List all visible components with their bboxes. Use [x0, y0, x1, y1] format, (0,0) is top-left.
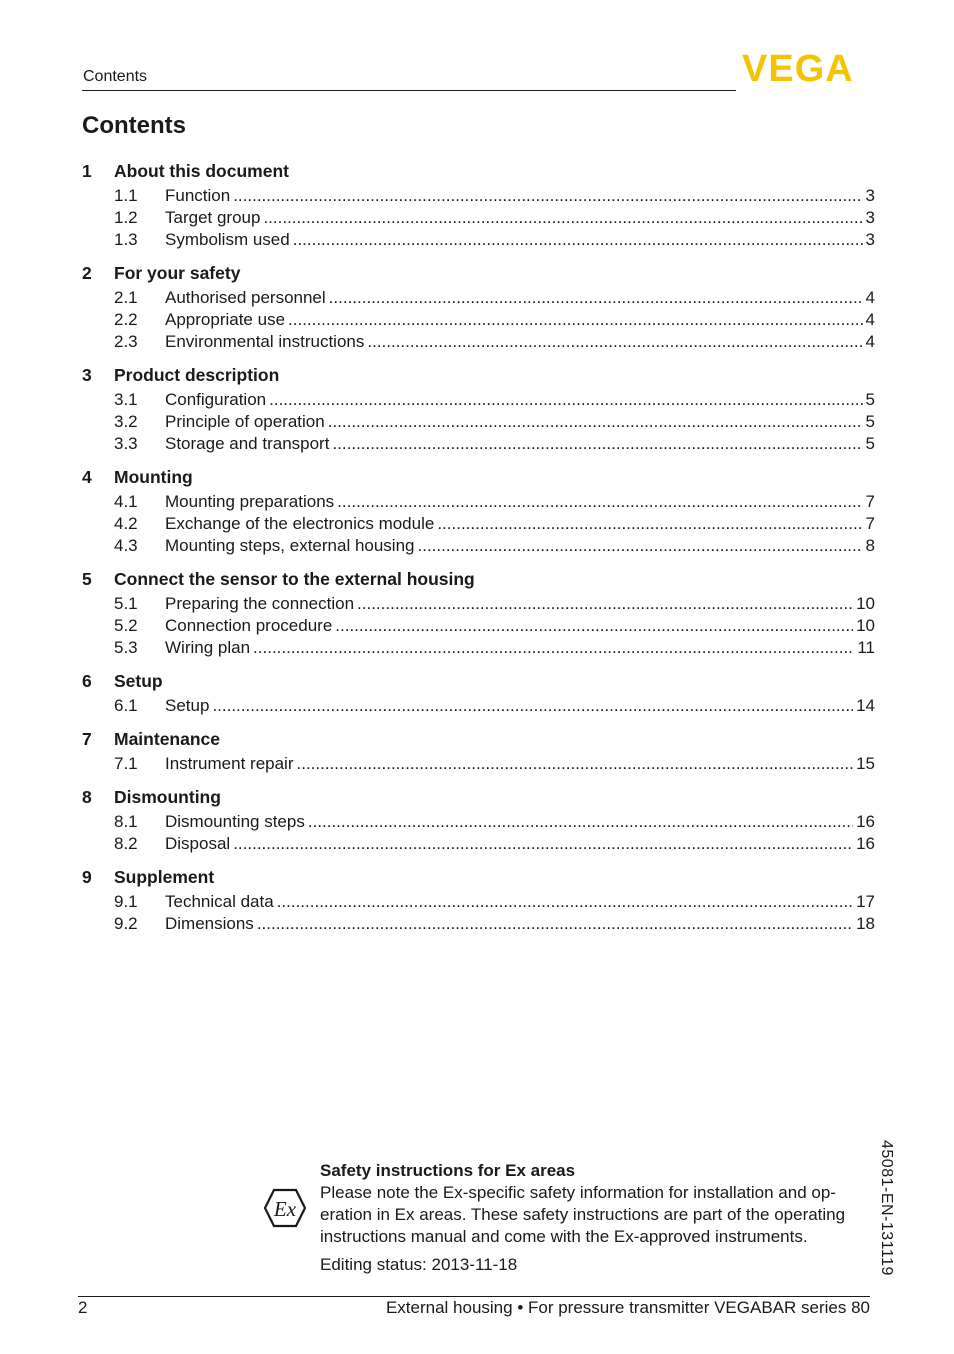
entry-page-number: 3	[865, 208, 875, 227]
entry-number: 1.1	[114, 186, 138, 205]
entry-page-number: 3	[865, 230, 875, 249]
entry-page-number: 8	[865, 536, 875, 555]
toc-entry[interactable]	[82, 811, 875, 833]
entry-page-number: 7	[865, 492, 875, 511]
editing-status: Editing status: 2013-11-18	[320, 1255, 518, 1274]
entry-page-number: 17	[856, 892, 875, 911]
section-number: 8	[82, 787, 92, 807]
section-title: Mounting	[114, 467, 193, 487]
entry-title: Symbolism used	[165, 230, 290, 249]
entry-title: Instrument repair	[165, 754, 294, 773]
entry-page-number: 11	[857, 638, 875, 657]
toc-section-heading[interactable]	[82, 864, 875, 891]
entry-title: Connection procedure	[165, 616, 333, 635]
toc-entry[interactable]	[82, 309, 875, 331]
safety-line: instructions manual and come with the Ex-approved instruments.	[320, 1227, 808, 1246]
toc-section-heading[interactable]	[82, 726, 875, 753]
toc-section-heading[interactable]	[82, 362, 875, 389]
entry-number: 7.1	[114, 754, 138, 773]
entry-title: Dimensions	[165, 914, 254, 933]
entry-number: 3.1	[114, 390, 138, 409]
entry-title: Technical data	[165, 892, 274, 911]
section-title: Setup	[114, 671, 163, 691]
entry-page-number: 15	[856, 754, 875, 773]
entry-number: 5.2	[114, 616, 138, 635]
entry-title: Configuration	[165, 390, 267, 409]
entry-number: 6.1	[114, 696, 138, 715]
entry-title: Storage and transport	[165, 434, 330, 453]
toc-entry[interactable]	[82, 753, 875, 775]
dot-leader	[253, 638, 854, 658]
toc-section-heading[interactable]	[82, 566, 875, 593]
toc-section	[82, 726, 875, 775]
dot-leader	[308, 812, 853, 832]
section-number: 6	[82, 671, 92, 691]
section-title: For your safety	[114, 263, 241, 283]
toc-section	[82, 464, 875, 557]
entry-page-number: 3	[865, 186, 875, 205]
entry-page-number: 7	[865, 514, 875, 533]
entry-title: Principle of operation	[165, 412, 325, 431]
entry-page-number: 4	[865, 288, 875, 307]
entry-number: 4.1	[114, 492, 138, 511]
section-title: Connect the sensor to the external housing	[114, 569, 475, 589]
entry-page-number: 5	[865, 434, 875, 453]
toc-entry[interactable]	[82, 331, 875, 353]
dot-leader	[437, 514, 862, 534]
toc-entry[interactable]	[82, 891, 875, 913]
dot-leader	[335, 616, 853, 636]
safety-line: Please note the Ex-specific safety information for installation and op-	[320, 1183, 836, 1202]
entry-number: 9.1	[114, 892, 138, 911]
toc-entry[interactable]	[82, 411, 875, 433]
dot-leader	[212, 696, 853, 716]
dot-leader	[297, 754, 854, 774]
toc-entry[interactable]	[82, 491, 875, 513]
toc-section	[82, 158, 875, 251]
dot-leader	[257, 914, 853, 934]
entry-page-number: 4	[865, 310, 875, 329]
entry-page-number: 10	[856, 594, 875, 613]
dot-leader	[233, 834, 853, 854]
toc-section-heading[interactable]	[82, 668, 875, 695]
toc-section	[82, 864, 875, 935]
section-number: 7	[82, 729, 92, 749]
entry-number: 2.1	[114, 288, 138, 307]
entry-title: Function	[165, 186, 231, 205]
dot-leader	[328, 412, 863, 432]
entry-page-number: 18	[856, 914, 875, 933]
safety-notice	[320, 1160, 876, 1276]
toc-entry[interactable]	[82, 287, 875, 309]
entry-title: Authorised personnel	[165, 288, 326, 307]
header-rule	[82, 90, 736, 91]
dot-leader	[337, 492, 862, 512]
logo-text: VEGA	[742, 50, 854, 84]
entry-title: Disposal	[165, 834, 231, 853]
toc-entry[interactable]	[82, 535, 875, 557]
section-title: Supplement	[114, 867, 215, 887]
entry-number: 9.2	[114, 914, 138, 933]
entry-page-number: 4	[865, 332, 875, 351]
entry-title: Appropriate use	[165, 310, 286, 329]
entry-title: Preparing the connection	[165, 594, 355, 613]
toc-section	[82, 362, 875, 455]
entry-number: 4.3	[114, 536, 138, 555]
ex-hexagon-icon	[263, 1188, 307, 1228]
dot-leader	[293, 230, 863, 250]
toc-section-heading[interactable]	[82, 784, 875, 811]
footer-rule	[78, 1296, 870, 1297]
toc-entry[interactable]	[82, 913, 875, 935]
document-code: 45081-EN-131119	[878, 1140, 895, 1276]
running-header: Contents	[83, 68, 148, 85]
svg-text:Ex: Ex	[273, 1197, 297, 1221]
dot-leader	[418, 536, 863, 556]
page-title: Contents	[82, 112, 186, 139]
toc-entry[interactable]	[82, 593, 875, 615]
toc-section	[82, 566, 875, 659]
dot-leader	[269, 390, 862, 410]
section-number: 3	[82, 365, 92, 385]
entry-title: Exchange of the electronics module	[165, 514, 435, 533]
entry-number: 2.2	[114, 310, 138, 329]
toc-section	[82, 260, 875, 353]
toc-entry[interactable]	[82, 229, 875, 251]
entry-title: Setup	[165, 696, 210, 715]
section-number: 5	[82, 569, 92, 589]
entry-page-number: 16	[856, 834, 875, 853]
entry-title: Wiring plan	[165, 638, 251, 657]
entry-number: 1.3	[114, 230, 138, 249]
entry-number: 3.2	[114, 412, 138, 431]
entry-number: 8.1	[114, 812, 138, 831]
dot-leader	[367, 332, 862, 352]
dot-leader	[288, 310, 863, 330]
entry-number: 4.2	[114, 514, 138, 533]
toc-section-heading[interactable]	[82, 260, 875, 287]
toc-entry[interactable]	[82, 185, 875, 207]
toc-entry[interactable]	[82, 513, 875, 535]
section-title: About this document	[114, 161, 289, 181]
page-number: 2	[78, 1298, 88, 1317]
section-number: 4	[82, 467, 92, 487]
dot-leader	[233, 186, 862, 206]
section-number: 9	[82, 867, 92, 887]
entry-page-number: 16	[856, 812, 875, 831]
toc-entry[interactable]	[82, 695, 875, 717]
dot-leader	[357, 594, 853, 614]
entry-title: Target group	[165, 208, 261, 227]
entry-page-number: 10	[856, 616, 875, 635]
entry-page-number: 5	[865, 390, 875, 409]
dot-leader	[277, 892, 853, 912]
entry-title: Mounting steps, external housing	[165, 536, 415, 555]
entry-title: Mounting preparations	[165, 492, 335, 511]
toc-entry[interactable]	[82, 433, 875, 455]
toc-entry[interactable]	[82, 389, 875, 411]
section-title: Product description	[114, 365, 280, 385]
toc-entry[interactable]	[82, 833, 875, 855]
vega-logo	[742, 50, 874, 84]
safety-title: Safety instructions for Ex areas	[320, 1161, 576, 1180]
dot-leader	[332, 434, 862, 454]
entry-title: Environmental instructions	[165, 332, 365, 351]
section-number: 1	[82, 161, 92, 181]
toc-section	[82, 784, 875, 855]
section-title: Maintenance	[114, 729, 220, 749]
footer-title: External housing • For pressure transmitter VEGABAR series 80	[385, 1298, 870, 1317]
toc-entry[interactable]	[82, 615, 875, 637]
entry-number: 3.3	[114, 434, 138, 453]
entry-number: 1.2	[114, 208, 138, 227]
toc-section-heading[interactable]	[82, 158, 875, 185]
entry-number: 5.1	[114, 594, 138, 613]
entry-page-number: 5	[865, 412, 875, 431]
dot-leader	[329, 288, 863, 308]
toc-section-heading[interactable]	[82, 464, 875, 491]
toc-entry[interactable]	[82, 207, 875, 229]
entry-title: Dismounting steps	[165, 812, 305, 831]
table-of-contents	[82, 158, 875, 944]
safety-line: eration in Ex areas. These safety instructions are part of the operating	[320, 1205, 846, 1224]
section-number: 2	[82, 263, 92, 283]
toc-entry[interactable]	[82, 637, 875, 659]
dot-leader	[263, 208, 862, 228]
entry-number: 8.2	[114, 834, 138, 853]
entry-page-number: 14	[856, 696, 875, 715]
section-title: Dismounting	[114, 787, 221, 807]
entry-number: 5.3	[114, 638, 138, 657]
entry-number: 2.3	[114, 332, 138, 351]
toc-section	[82, 668, 875, 717]
